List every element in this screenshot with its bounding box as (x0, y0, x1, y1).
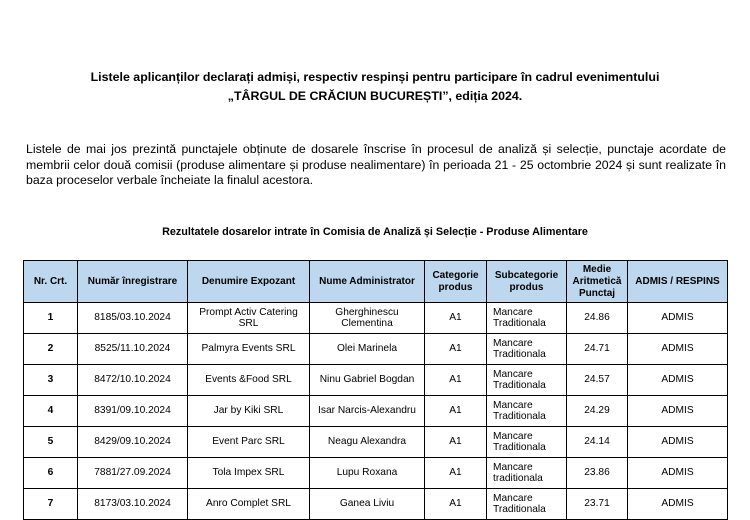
cell-administrator: Neagu Alexandra (310, 427, 425, 458)
cell-average-score: 23.86 (567, 458, 628, 489)
cell-average-score: 24.57 (567, 365, 628, 396)
cell-exhibitor: Tola Impex SRL (188, 458, 310, 489)
table-row (24, 396, 728, 427)
header-status: ADMIS / RESPINS (628, 261, 728, 303)
cell-exhibitor: Jar by Kiki SRL (188, 396, 310, 427)
cell-nr: 2 (24, 334, 78, 365)
cell-administrator: Ganea Liviu (310, 489, 425, 520)
cell-average-score: 23.71 (567, 489, 628, 520)
header-administrator: Nume Administrator (310, 261, 425, 303)
cell-subcategory: Mancare Traditionala (487, 396, 567, 427)
cell-registration: 8185/03.10.2024 (78, 303, 188, 334)
cell-exhibitor: Events &Food SRL (188, 365, 310, 396)
cell-category: A1 (425, 365, 487, 396)
cell-registration: 8391/09.10.2024 (78, 396, 188, 427)
cell-registration: 8429/09.10.2024 (78, 427, 188, 458)
cell-average-score: 24.86 (567, 303, 628, 334)
title-line-1: Listele aplicanților declarați admiși, respectiv respinși pentru participare în cadrul evenimentului (90, 70, 660, 84)
cell-status: ADMIS (628, 334, 728, 365)
cell-subcategory: Mancare Traditionala (487, 334, 567, 365)
table-row (24, 365, 728, 396)
cell-administrator: Gherghinescu Clementina (310, 303, 425, 334)
results-table (23, 260, 728, 520)
cell-category: A1 (425, 458, 487, 489)
table-row (24, 303, 728, 334)
cell-status: ADMIS (628, 458, 728, 489)
cell-status: ADMIS (628, 427, 728, 458)
header-category: Categorie produs (425, 261, 487, 303)
cell-average-score: 24.29 (567, 396, 628, 427)
cell-administrator: Isar Narcis-Alexandru (310, 396, 425, 427)
cell-category: A1 (425, 427, 487, 458)
document-title (0, 68, 750, 106)
cell-nr: 5 (24, 427, 78, 458)
header-nr: Nr. Crt. (24, 261, 78, 303)
cell-nr: 4 (24, 396, 78, 427)
intro-paragraph: Listele de mai jos prezintă punctajele obținute de dosarele înscrise în procesul de analiză și selecție, punctaje acordate de membrii celor două comisii (produse alimentare și produse nealimentare) în perioada 21 - 25 octombrie 2024 și sunt realizate în baza proceselor verbale încheiate la finalul acestora. (26, 142, 726, 187)
cell-registration: 7881/27.09.2024 (78, 458, 188, 489)
cell-exhibitor: Prompt Activ Catering SRL (188, 303, 310, 334)
cell-exhibitor: Event Parc SRL (188, 427, 310, 458)
cell-nr: 3 (24, 365, 78, 396)
cell-subcategory: Mancare Traditionala (487, 427, 567, 458)
cell-administrator: Ninu Gabriel Bogdan (310, 365, 425, 396)
cell-exhibitor: Palmyra Events SRL (188, 334, 310, 365)
header-registration: Număr înregistrare (78, 261, 188, 303)
cell-category: A1 (425, 396, 487, 427)
cell-status: ADMIS (628, 489, 728, 520)
cell-registration: 8173/03.10.2024 (78, 489, 188, 520)
cell-administrator: Lupu Roxana (310, 458, 425, 489)
cell-administrator: Olei Marinela (310, 334, 425, 365)
cell-category: A1 (425, 303, 487, 334)
cell-status: ADMIS (628, 365, 728, 396)
cell-nr: 1 (24, 303, 78, 334)
header-average-score: Medie Aritmetică Punctaj (567, 261, 628, 303)
table-row (24, 458, 728, 489)
cell-subcategory: Mancare traditionala (487, 458, 567, 489)
title-line-2: „TÂRGUL DE CRĂCIUN BUCUREȘTI”, ediția 2024. (227, 89, 523, 103)
cell-status: ADMIS (628, 396, 728, 427)
cell-exhibitor: Anro Complet SRL (188, 489, 310, 520)
header-subcategory: Subcategorie produs (487, 261, 567, 303)
cell-nr: 7 (24, 489, 78, 520)
cell-subcategory: Mancare Traditionala (487, 489, 567, 520)
table-row (24, 427, 728, 458)
cell-registration: 8525/11.10.2024 (78, 334, 188, 365)
table-header-row (24, 261, 728, 303)
header-exhibitor: Denumire Expozant (188, 261, 310, 303)
cell-subcategory: Mancare Traditionala (487, 365, 567, 396)
cell-registration: 8472/10.10.2024 (78, 365, 188, 396)
cell-nr: 6 (24, 458, 78, 489)
cell-category: A1 (425, 334, 487, 365)
table-row (24, 489, 728, 520)
cell-average-score: 24.14 (567, 427, 628, 458)
cell-average-score: 24.71 (567, 334, 628, 365)
cell-subcategory: Mancare Traditionala (487, 303, 567, 334)
cell-status: ADMIS (628, 303, 728, 334)
table-row (24, 334, 728, 365)
cell-category: A1 (425, 489, 487, 520)
section-title: Rezultatele dosarelor intrate în Comisia de Analiză și Selecție - Produse Alimentare (162, 226, 588, 238)
